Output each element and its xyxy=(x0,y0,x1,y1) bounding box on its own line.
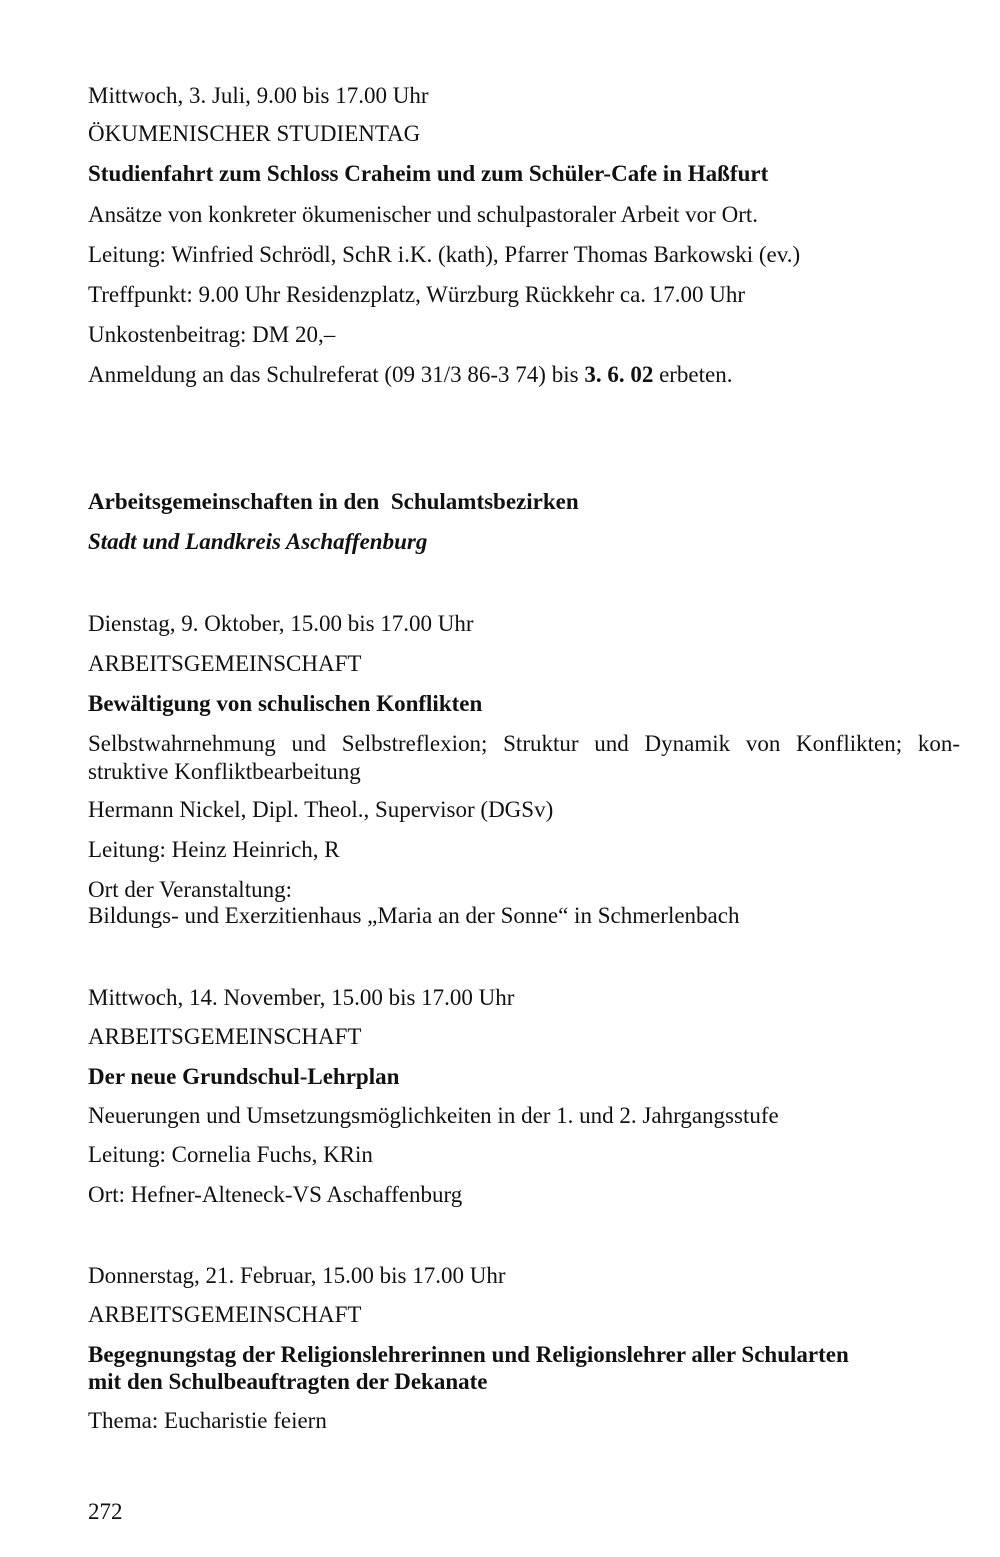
event-referent: Hermann Nickel, Dipl. Theol., Supervisor (DGSv) xyxy=(88,797,554,822)
section-subheading: Stadt und Landkreis Aschaffenburg xyxy=(88,529,428,554)
event-date: Mittwoch, 3. Juli, 9.00 bis 17.00 Uhr xyxy=(88,83,429,108)
event-title: Bewältigung von schulischen Konflikten xyxy=(88,691,483,716)
event-type: ÖKUMENISCHER STUDIENTAG xyxy=(88,121,421,146)
section-heading: Arbeitsgemeinschaften in den Schulamtsbezirken xyxy=(88,489,579,514)
event-kosten: Unkostenbeitrag: DM 20,– xyxy=(88,322,336,347)
event-date: Donnerstag, 21. Februar, 15.00 bis 17.00 Uhr xyxy=(88,1263,506,1288)
event-leitung: Leitung: Heinz Heinrich, R xyxy=(88,837,340,862)
anmeldung-suffix: erbeten. xyxy=(653,362,733,387)
event-ort: Bildungs- und Exerzitienhaus „Maria an der Sonne“ in Schmerlenbach xyxy=(88,903,740,928)
event-type: ARBEITSGEMEINSCHAFT xyxy=(88,1024,362,1049)
page-number: 272 xyxy=(88,1499,123,1524)
event-title: Studienfahrt zum Schloss Craheim und zum Schüler-Cafe in Haßfurt xyxy=(88,161,769,186)
event-leitung: Leitung: Winfried Schrödl, SchR i.K. (kath), Pfarrer Thomas Barkowski (ev.) xyxy=(88,242,801,267)
anmeldung-text: Anmeldung an das Schulreferat (09 31/3 86-3 74) bis xyxy=(88,362,585,387)
event-date: Mittwoch, 14. November, 15.00 bis 17.00 Uhr xyxy=(88,985,515,1010)
event-title-line-2: mit den Schulbeauftragten der Dekanate xyxy=(88,1369,488,1394)
event-type: ARBEITSGEMEINSCHAFT xyxy=(88,651,362,676)
event-type: ARBEITSGEMEINSCHAFT xyxy=(88,1302,362,1327)
event-title: Der neue Grundschul-Lehrplan xyxy=(88,1064,400,1089)
event-leitung: Leitung: Cornelia Fuchs, KRin xyxy=(88,1142,373,1167)
event-date: Dienstag, 9. Oktober, 15.00 bis 17.00 Uhr xyxy=(88,611,474,636)
event-description: Ansätze von konkreter ökumenischer und schulpastoraler Arbeit vor Ort. xyxy=(88,202,758,227)
event-anmeldung xyxy=(88,361,733,389)
event-thema: Thema: Eucharistie feiern xyxy=(88,1408,327,1433)
event-ort-label: Ort der Veranstaltung: xyxy=(88,877,292,902)
event-treffpunkt: Treffpunkt: 9.00 Uhr Residenzplatz, Würzburg Rückkehr ca. 17.00 Uhr xyxy=(88,282,746,307)
event-description: Neuerungen und Umsetzungsmöglichkeiten in der 1. und 2. Jahrgangsstufe xyxy=(88,1103,779,1128)
anmeldung-deadline: 3. 6. 02 xyxy=(584,362,654,387)
event-description: Selbstwahrnehmung und Selbstreflexion; Struktur und Dynamik von Konflikten; kon-struktive Konfliktbearbeitung xyxy=(88,731,960,784)
event-ort: Ort: Hefner-Alteneck-VS Aschaffenburg xyxy=(88,1182,463,1207)
event-title-line-1: Begegnungstag der Religionslehrerinnen und Religionslehrer aller Schularten xyxy=(88,1342,849,1367)
